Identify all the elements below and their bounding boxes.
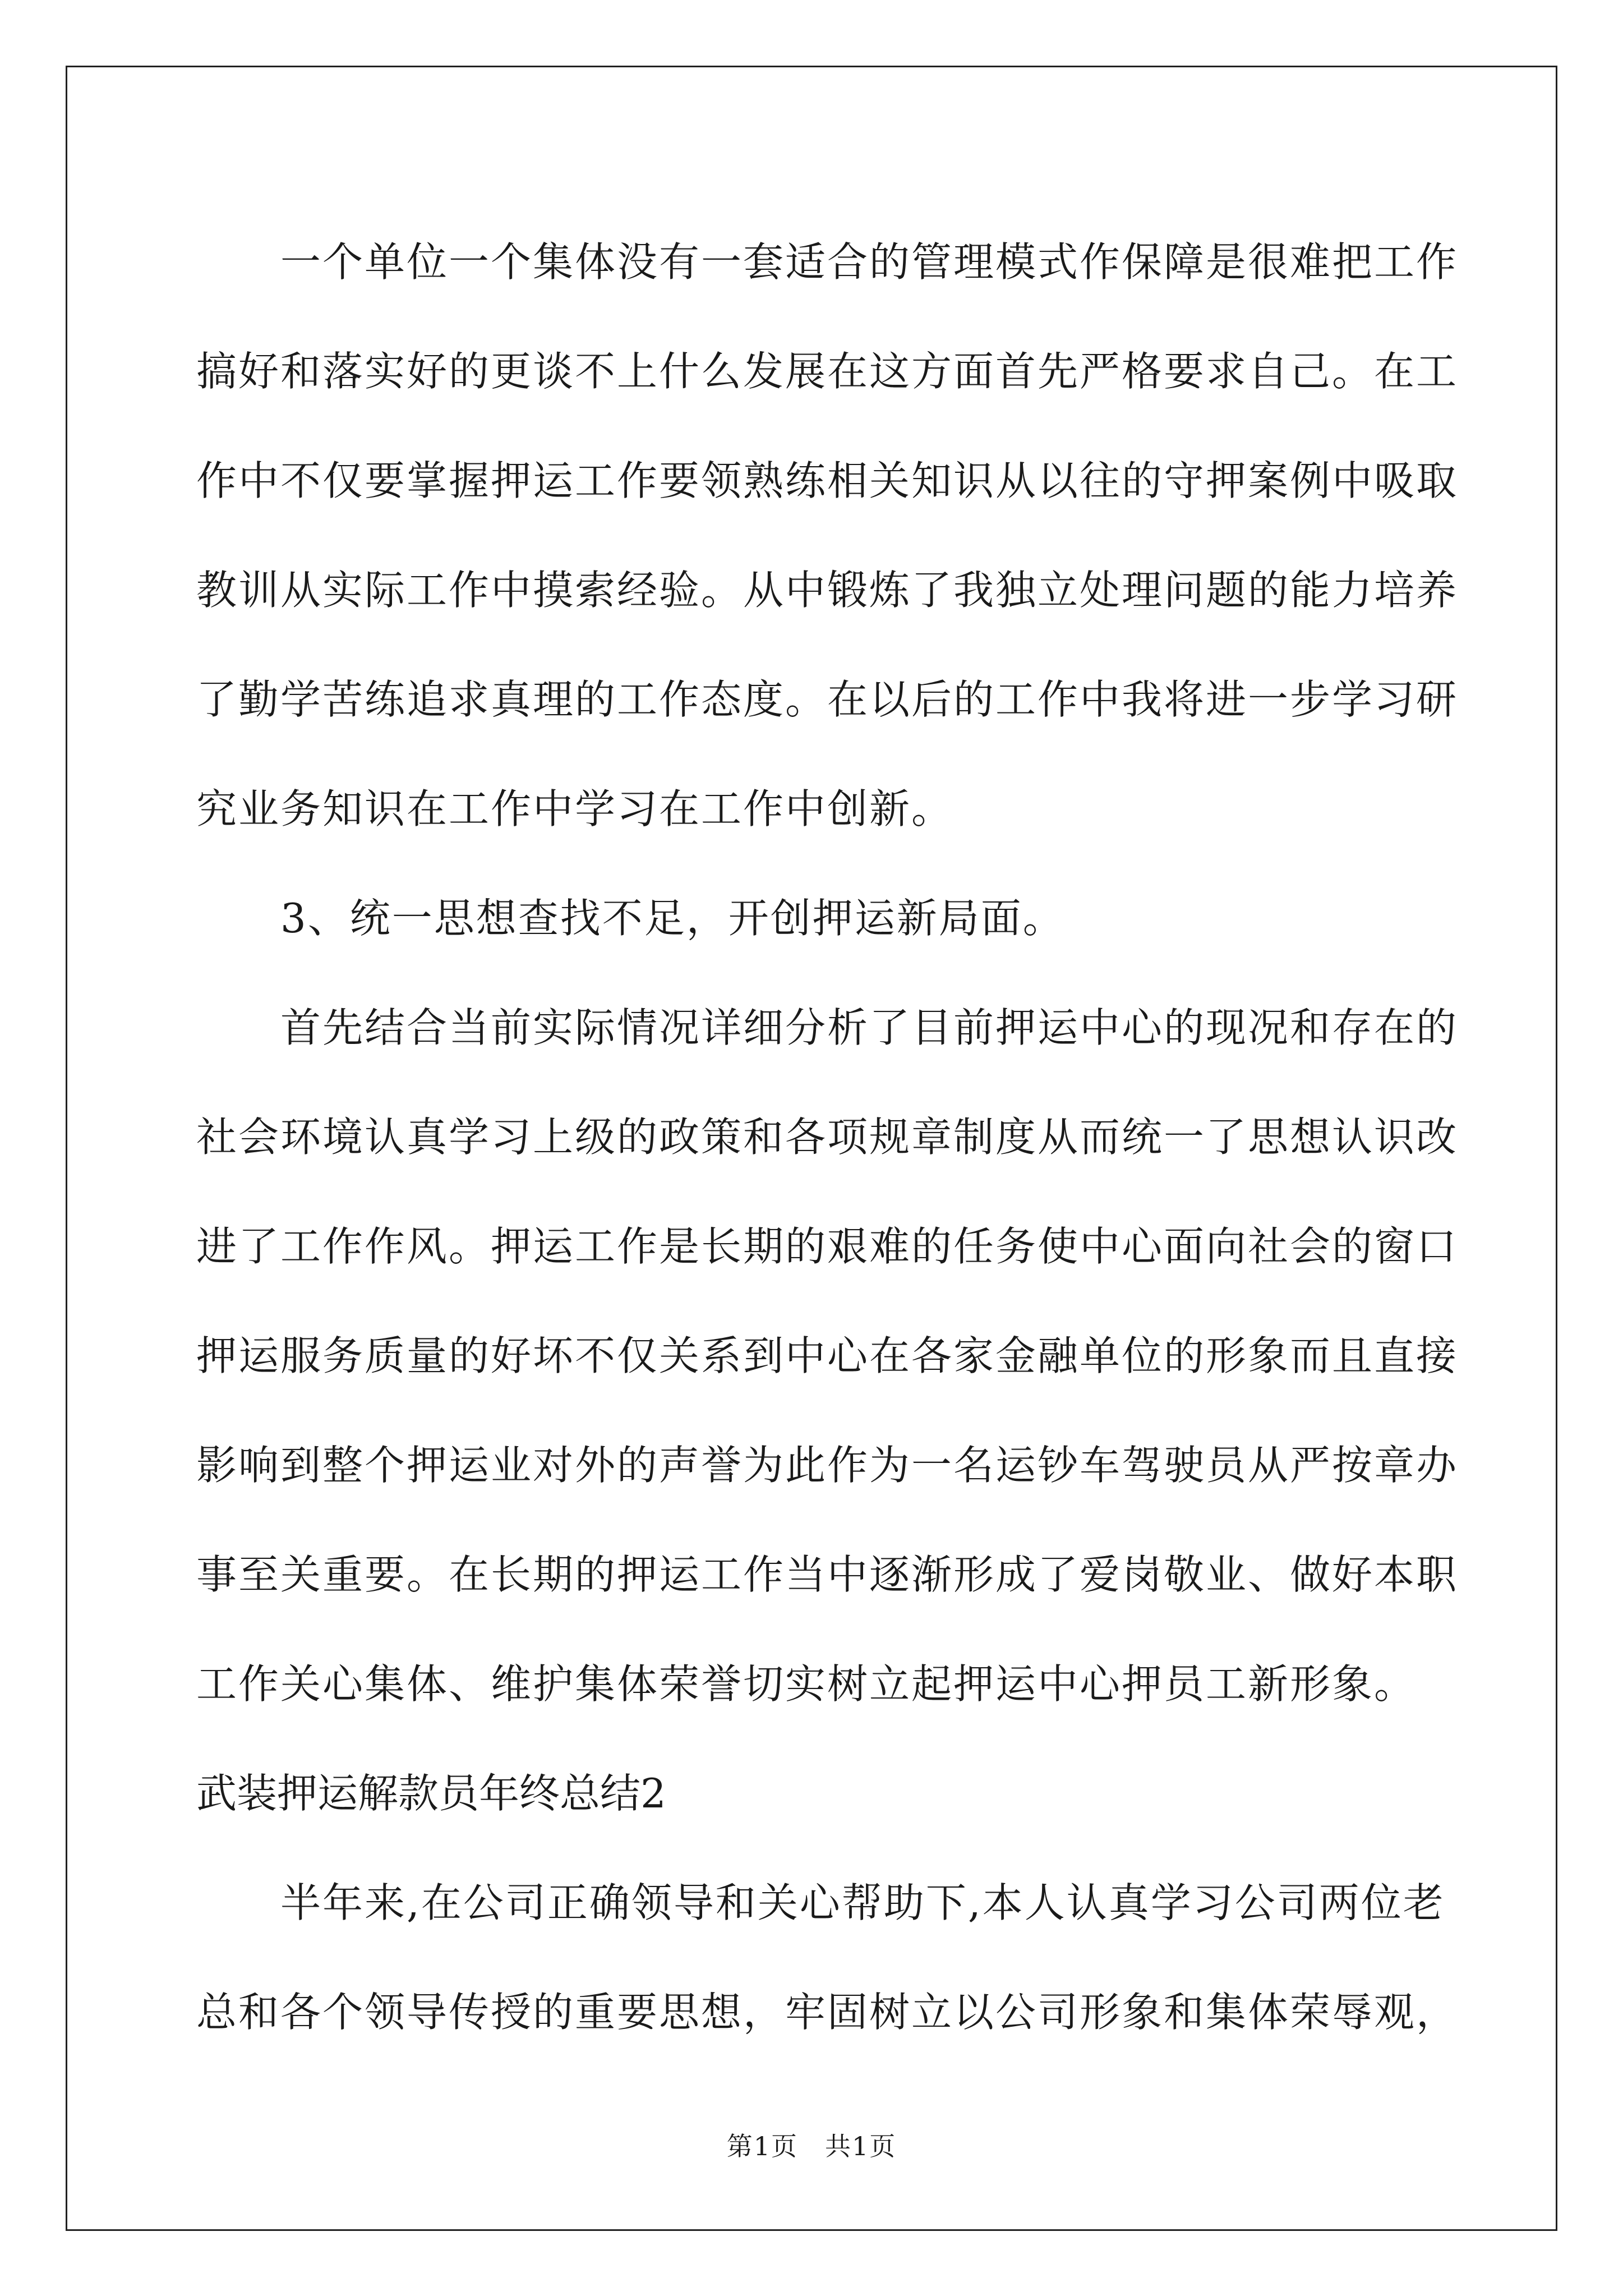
text-line: 半年来,在公司正确领导和关心帮助下,本人认真学习公司两位老 (280, 1879, 1445, 1926)
text-line: 首先结合当前实际情况详细分析了目前押运中心的现况和存在的 (280, 1004, 1459, 1051)
text-line: 一个单位一个集体没有一套适合的管理模式作保障是很难把工作 (280, 238, 1459, 286)
document-subtitle: 武装押运解款员年终总结2 (196, 1770, 666, 1817)
text-line: 究业务知识在工作中学习在工作中创新。 (196, 785, 954, 832)
text-line: 总和各个领导传授的重要思想，牢固树立以公司形象和集体荣辱观， (196, 1989, 1459, 2036)
text-line: 押运服务质量的好坏不仅关系到中心在各家金融单位的形象而且直接 (196, 1332, 1459, 1379)
text-line: 进了工作作风。押运工作是长期的艰难的任务使中心面向社会的窗口 (196, 1223, 1459, 1270)
text-line: 社会环境认真学习上级的政策和各项规章制度从而统一了思想认识改 (196, 1114, 1459, 1161)
text-line: 搞好和落实好的更谈不上什么发展在这方面首先严格要求自己。在工 (196, 348, 1459, 395)
document-body (196, 208, 1459, 2067)
text-line: 工作关心集体、维护集体荣誉切实树立起押运中心押员工新形象。 (196, 1660, 1417, 1708)
text-line: 事至关重要。在长期的押运工作当中逐渐形成了爱岗敬业、做好本职 (196, 1551, 1459, 1598)
text-line: 作中不仅要掌握押运工作要领熟练相关知识从以往的守押案例中吸取 (196, 457, 1459, 504)
text-line: 影响到整个押运业对外的声誉为此作为一名运钞车驾驶员从严按章办 (196, 1442, 1459, 1489)
page-footer: 第1页 共1页 (726, 2131, 897, 2161)
section-heading: 3、统一思想查找不足，开创押运新局面。 (280, 895, 1065, 942)
text-line: 了勤学苦练追求真理的工作态度。在以后的工作中我将进一步学习研 (196, 676, 1459, 723)
text-line: 教训从实际工作中摸索经验。从中锻炼了我独立处理问题的能力培养 (196, 567, 1459, 614)
